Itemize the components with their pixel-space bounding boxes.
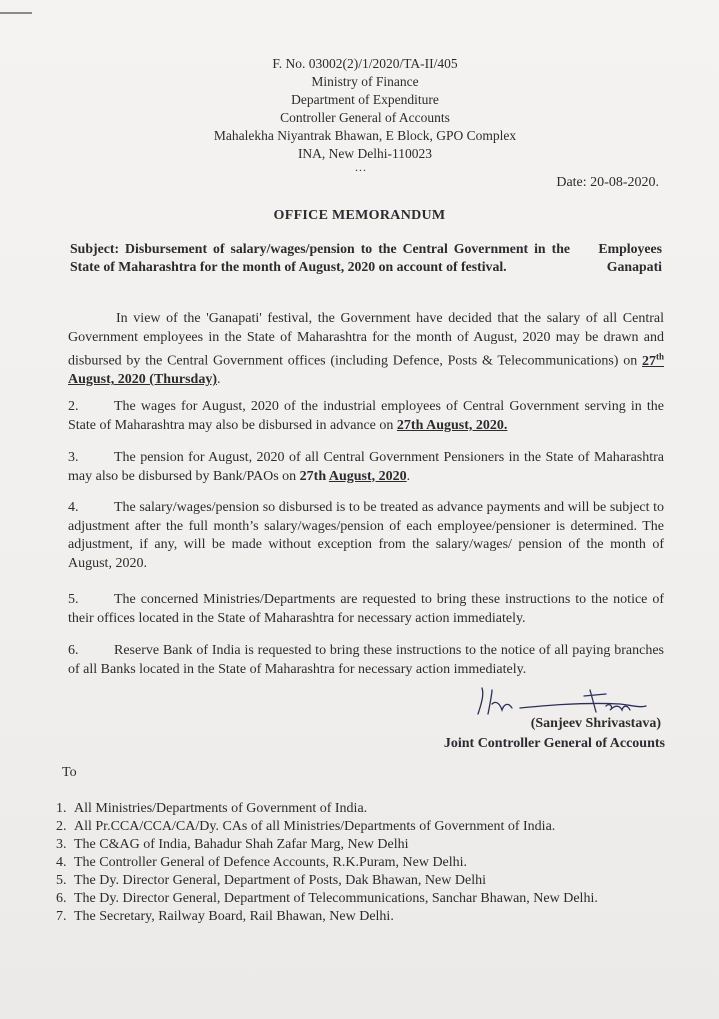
page-title: OFFICE MEMORANDUM [273, 208, 446, 223]
paragraph-3-text: The pension for August, 2020 of all Central Government Pensioners in the State of Maharashtra may also be disbursed by Bank/PAOs on [68, 450, 664, 484]
paragraph-2-text: The wages for August, 2020 of the industrial employees of Central Government serving in the State of Maharashtra may also be disbursed in advance on [68, 399, 664, 433]
paragraph-2-date: 27th August, 2020. [396, 417, 508, 433]
subject-side-word-1: Employees [598, 241, 662, 256]
paragraph-6-text: Reserve Bank of India is requested to bring these instructions to the notice of all paying branches of all Banks located in the State of Maharashtra for necessary action immediately. [68, 643, 664, 677]
memo-date: Date: 20-08-2020. [556, 175, 659, 190]
list-item: 2. All Pr.CCA/CCA/CA/Dy. CAs of all Ministries/Departments of Government of India. [56, 819, 556, 834]
letterhead [180, 55, 550, 163]
list-item: 1. All Ministries/Departments of Government of India. [56, 801, 368, 816]
address-line-2: INA, New Delhi-110023 [297, 146, 433, 161]
paragraph-1: In view of the 'Ganapati' festival, the Government have decided that the salary of all Central Government employees in the State of Maharashtra for the month of August, 2020 may be drawn and disbursed by the Central Government offices (including Defence, Posts & Telecommunications) on 27th August, 2020 (Thursday). [68, 311, 664, 388]
paragraph-4: 4. The salary/wages/pension so disbursed is to be treated as advance payments and will be subject to adjustment after the full month’s salary/wages/pension of each employee/pensioner is determined. The adjustment, if any, will be made without exception from the salary/wages/ pension of the month of August, 2020. [68, 500, 664, 571]
signatory-name: (Sanjeev Shrivastava) [530, 716, 661, 731]
paragraph-5: 5. The concerned Ministries/Departments are requested to bring these instructions to the notice of their offices located in the State of Maharashtra for necessary action immediately. [68, 592, 664, 626]
paragraph-4-text: The salary/wages/pension so disbursed is to be treated as advance payments and will be subject to adjustment after the full month’s salary/wages/pension of each employee/pensioner is determined. The adjustment, if any, will be made without exception from the salary/wages/ pension of the month of August, 2020. [68, 500, 664, 571]
subject-side [582, 240, 662, 275]
distribution-list [56, 800, 676, 926]
subject-text: Subject: Disbursement of salary/wages/pension to the Central Government in the State of Maharashtra for the month of August, 2020 on account of festival. [70, 241, 570, 274]
list-item: 7. The Secretary, Railway Board, Rail Bhawan, New Delhi. [56, 909, 394, 924]
list-item: 3. The C&AG of India, Bahadur Shah Zafar Marg, New Delhi [56, 837, 409, 852]
subject-side-word-2: Ganapati [606, 258, 662, 274]
list-item: 4. The Controller General of Defence Accounts, R.K.Puram, New Delhi. [56, 855, 468, 870]
subject-block [70, 240, 662, 275]
corner-mark [0, 12, 32, 14]
paragraph-2: 2. The wages for August, 2020 of the industrial employees of Central Government serving in the State of Maharashtra may also be disbursed in advance on 27th August, 2020. [68, 399, 664, 433]
paragraph-3: 3. The pension for August, 2020 of all Central Government Pensioners in the State of Maharashtra may also be disbursed by Bank/PAOs on 27th August, 2020. [68, 450, 664, 484]
office-name: Controller General of Accounts [280, 110, 450, 125]
to-label: To [62, 765, 77, 780]
paragraph-6: 6. Reserve Bank of India is requested to bring these instructions to the notice of all paying branches of all Banks located in the State of Maharashtra for necessary action immediately. [68, 643, 664, 677]
paragraph-1-text: In view of the 'Ganapati' festival, the Government have decided that the salary of all Central Government employees in the State of Maharashtra for the month of August, 2020 may be drawn and disbursed by the Central Government offices (including Defence, Posts & Telecommunications) on [68, 311, 664, 369]
paragraph-1-date: 27th August, 2020 (Thursday) [68, 351, 664, 388]
ministry-name: Ministry of Finance [311, 74, 419, 89]
list-item: 5. The Dy. Director General, Department of Posts, Dak Bhawan, New Delhi [56, 873, 486, 888]
paragraph-5-text: The concerned Ministries/Departments are requested to bring these instructions to the notice of their offices located in the State of Maharashtra for necessary action immediately. [68, 592, 664, 626]
paragraph-3-date: August, 2020 [328, 468, 407, 484]
header-separator: ... [355, 160, 367, 174]
list-item: 6. The Dy. Director General, Department of Telecommunications, Sanchar Bhawan, New Delhi. [56, 891, 598, 906]
department-name: Department of Expenditure [291, 92, 439, 107]
address-line-1: Mahalekha Niyantrak Bhawan, E Block, GPO Complex [213, 128, 517, 143]
file-number: F. No. 03002(2)/1/2020/TA-II/405 [272, 56, 458, 71]
signatory-designation: Joint Controller General of Accounts [443, 736, 665, 751]
